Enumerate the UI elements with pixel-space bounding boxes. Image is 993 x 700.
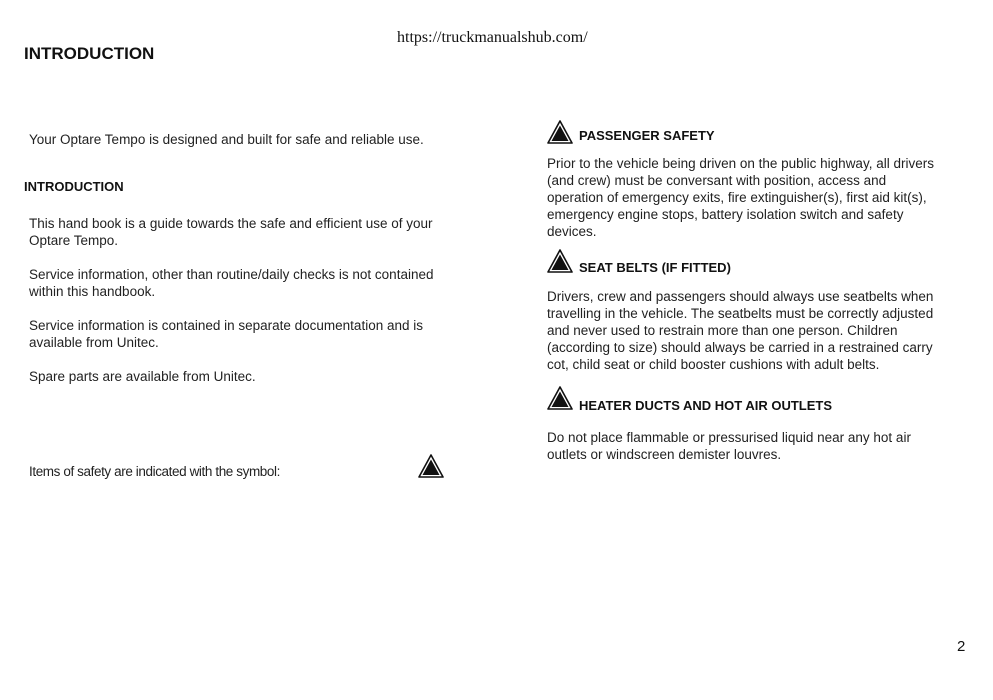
heater-ducts-text xyxy=(547,429,911,463)
paragraph-line: operation of emergency exits, fire extinguisher(s), first aid kit(s), xyxy=(547,190,927,205)
warning-triangle-icon xyxy=(547,120,573,144)
paragraph-line: emergency engine stops, battery isolation switch and safety xyxy=(547,207,904,222)
passenger-safety-text xyxy=(547,155,934,240)
paragraph-line: travelling in the vehicle. The seatbelts must be correctly adjusted xyxy=(547,306,934,321)
paragraph-line: cot, child seat or child booster cushions with adult belts. xyxy=(547,357,880,372)
paragraph-line: Service information is contained in separate documentation and is xyxy=(29,318,423,333)
page-number: 2 xyxy=(957,638,966,655)
source-url: https://truckmanualshub.com/ xyxy=(397,29,588,46)
paragraph-separate-docs xyxy=(29,317,423,351)
warning-triangle-icon xyxy=(418,454,444,478)
paragraph-handbook-guide xyxy=(29,215,433,249)
paragraph-line: within this handbook. xyxy=(29,284,156,299)
paragraph-line: Optare Tempo. xyxy=(29,233,119,248)
seat-belts-heading: SEAT BELTS (IF FITTED) xyxy=(579,260,731,275)
paragraph-line: Do not place flammable or pressurised liquid near any hot air xyxy=(547,430,911,445)
introduction-heading: INTRODUCTION xyxy=(24,179,124,194)
paragraph-line: Drivers, crew and passengers should always use seatbelts when xyxy=(547,289,934,304)
warning-triangle-icon xyxy=(547,386,573,410)
intro-sentence: Your Optare Tempo is designed and built for safe and reliable use. xyxy=(29,132,424,147)
warning-triangle-icon xyxy=(547,249,573,273)
paragraph-spare-parts: Spare parts are available from Unitec. xyxy=(29,369,256,384)
safety-symbol-note: Items of safety are indicated with the symbol: xyxy=(29,464,280,479)
paragraph-line: This hand book is a guide towards the safe and efficient use of your xyxy=(29,216,433,231)
paragraph-line: (according to size) should always be carried in a restrained carry xyxy=(547,340,933,355)
heater-ducts-heading: HEATER DUCTS AND HOT AIR OUTLETS xyxy=(579,398,833,413)
paragraph-service-info xyxy=(29,266,433,300)
paragraph-line: Service information, other than routine/daily checks is not contained xyxy=(29,267,434,282)
seat-belts-text xyxy=(547,288,933,373)
paragraph-line: available from Unitec. xyxy=(29,335,159,350)
page-title: INTRODUCTION xyxy=(24,44,155,63)
paragraph-line: (and crew) must be conversant with position, access and xyxy=(547,173,887,188)
paragraph-line: outlets or windscreen demister louvres. xyxy=(547,447,782,462)
paragraph-line: Prior to the vehicle being driven on the public highway, all drivers xyxy=(547,156,934,171)
paragraph-line: and never used to restrain more than one person. Children xyxy=(547,323,898,338)
paragraph-line: devices. xyxy=(547,224,597,239)
passenger-safety-heading: PASSENGER SAFETY xyxy=(579,128,715,143)
